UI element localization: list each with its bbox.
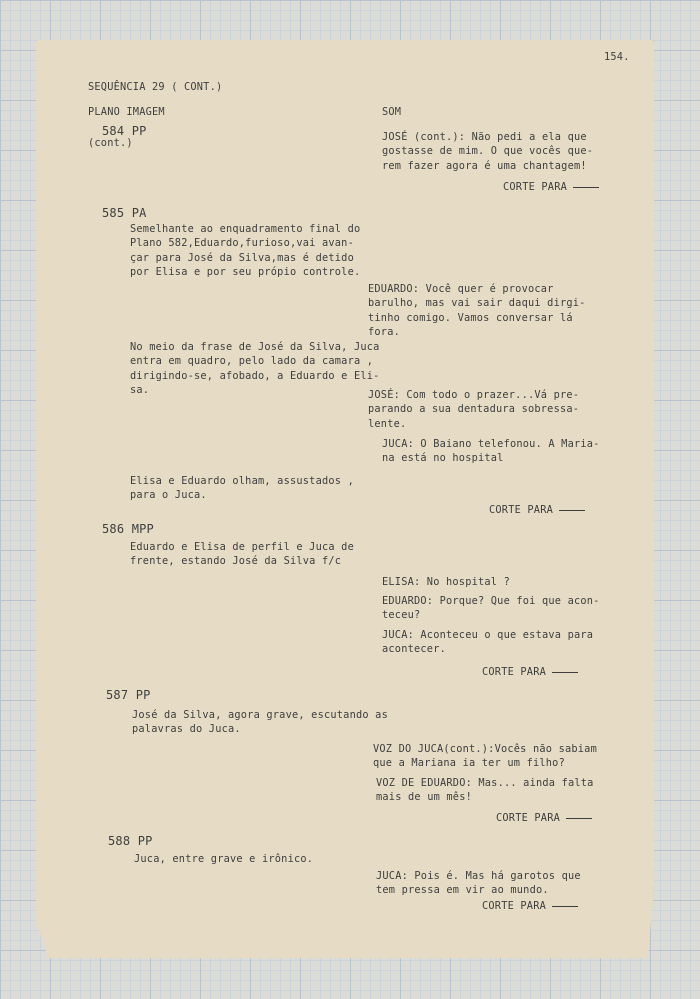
- image-description-585c: Elisa e Eduardo olham, assustados , para o Juca.: [130, 475, 354, 502]
- image-description-585b: No meio da frase de José da Silva, Juca entra em quadro, pelo lado da camara , dirigindo-se, afobado, a Eduardo e Eli- sa.: [130, 341, 380, 397]
- image-description-588: Juca, entre grave e irônico.: [134, 853, 314, 865]
- dialogue-eduardo-585: EDUARDO: Você quer é provocar barulho, mas vai sair daqui dirgi- tinho comigo. Vamos conversar lá fora.: [368, 283, 586, 339]
- corte-para-586: CORTE PARA: [482, 665, 578, 679]
- sound-column-header: SOM: [382, 106, 402, 118]
- image-description-586: Eduardo e Elisa de perfil e Juca de frente, estando José da Silva f/c: [130, 541, 354, 568]
- shot-number-585: 585 PA: [102, 206, 147, 220]
- dialogue-juca-588: JUCA: Pois é. Mas há garotos que tem pressa em vir ao mundo.: [376, 870, 581, 897]
- dialogue-eduardo-586: EDUARDO: Porque? Que foi que acon- teceu?: [382, 595, 600, 622]
- sequence-title: SEQUÊNCIA 29 ( CONT.): [88, 81, 223, 93]
- corte-para-584: CORTE PARA: [503, 180, 599, 194]
- image-description-587: José da Silva, agora grave, escutando as palavras do Juca.: [132, 709, 388, 736]
- dialogue-jose-584: JOSÉ (cont.): Não pedi a ela que gostasse de mim. O que vocês que- rem fazer agora é uma chantagem!: [382, 131, 594, 172]
- dialogue-voz-juca-587: VOZ DO JUCA(cont.):Vocês não sabiam que a Mariana ia ter um filho?: [373, 743, 597, 770]
- shot-number-587: 587 PP: [106, 688, 151, 702]
- corte-para-587: CORTE PARA: [496, 811, 592, 825]
- image-description-585a: Semelhante ao enquadramento final do Plano 582,Eduardo,furioso,vai avan- çar para José da Silva,mas é detido por Elisa e por seu própio controle.: [130, 223, 361, 279]
- dialogue-jose-585: JOSÉ: Com todo o prazer...Vá pre- parando a sua dentadura sobressa- lente.: [368, 389, 580, 430]
- shot-number-588: 588 PP: [108, 834, 153, 848]
- shot-number-586: 586 MPP: [102, 522, 154, 536]
- shot-number-584: 584 PP: [102, 124, 147, 138]
- image-column-header: PLANO IMAGEM: [88, 106, 165, 118]
- dialogue-elisa-586: ELISA: No hospital ?: [382, 576, 510, 588]
- page-number: 154.: [604, 51, 630, 63]
- corte-para-585: CORTE PARA: [489, 503, 585, 517]
- dialogue-juca-585: JUCA: O Baiano telefonou. A Maria- na está no hospital: [382, 438, 600, 465]
- shot-cont-label: (cont.): [88, 137, 133, 149]
- dialogue-voz-eduardo-587: VOZ DE EDUARDO: Mas... ainda falta mais de um mês!: [376, 777, 594, 804]
- corte-para-588: CORTE PARA: [482, 899, 578, 913]
- dialogue-juca-586: JUCA: Aconteceu o que estava para acontecer.: [382, 629, 594, 656]
